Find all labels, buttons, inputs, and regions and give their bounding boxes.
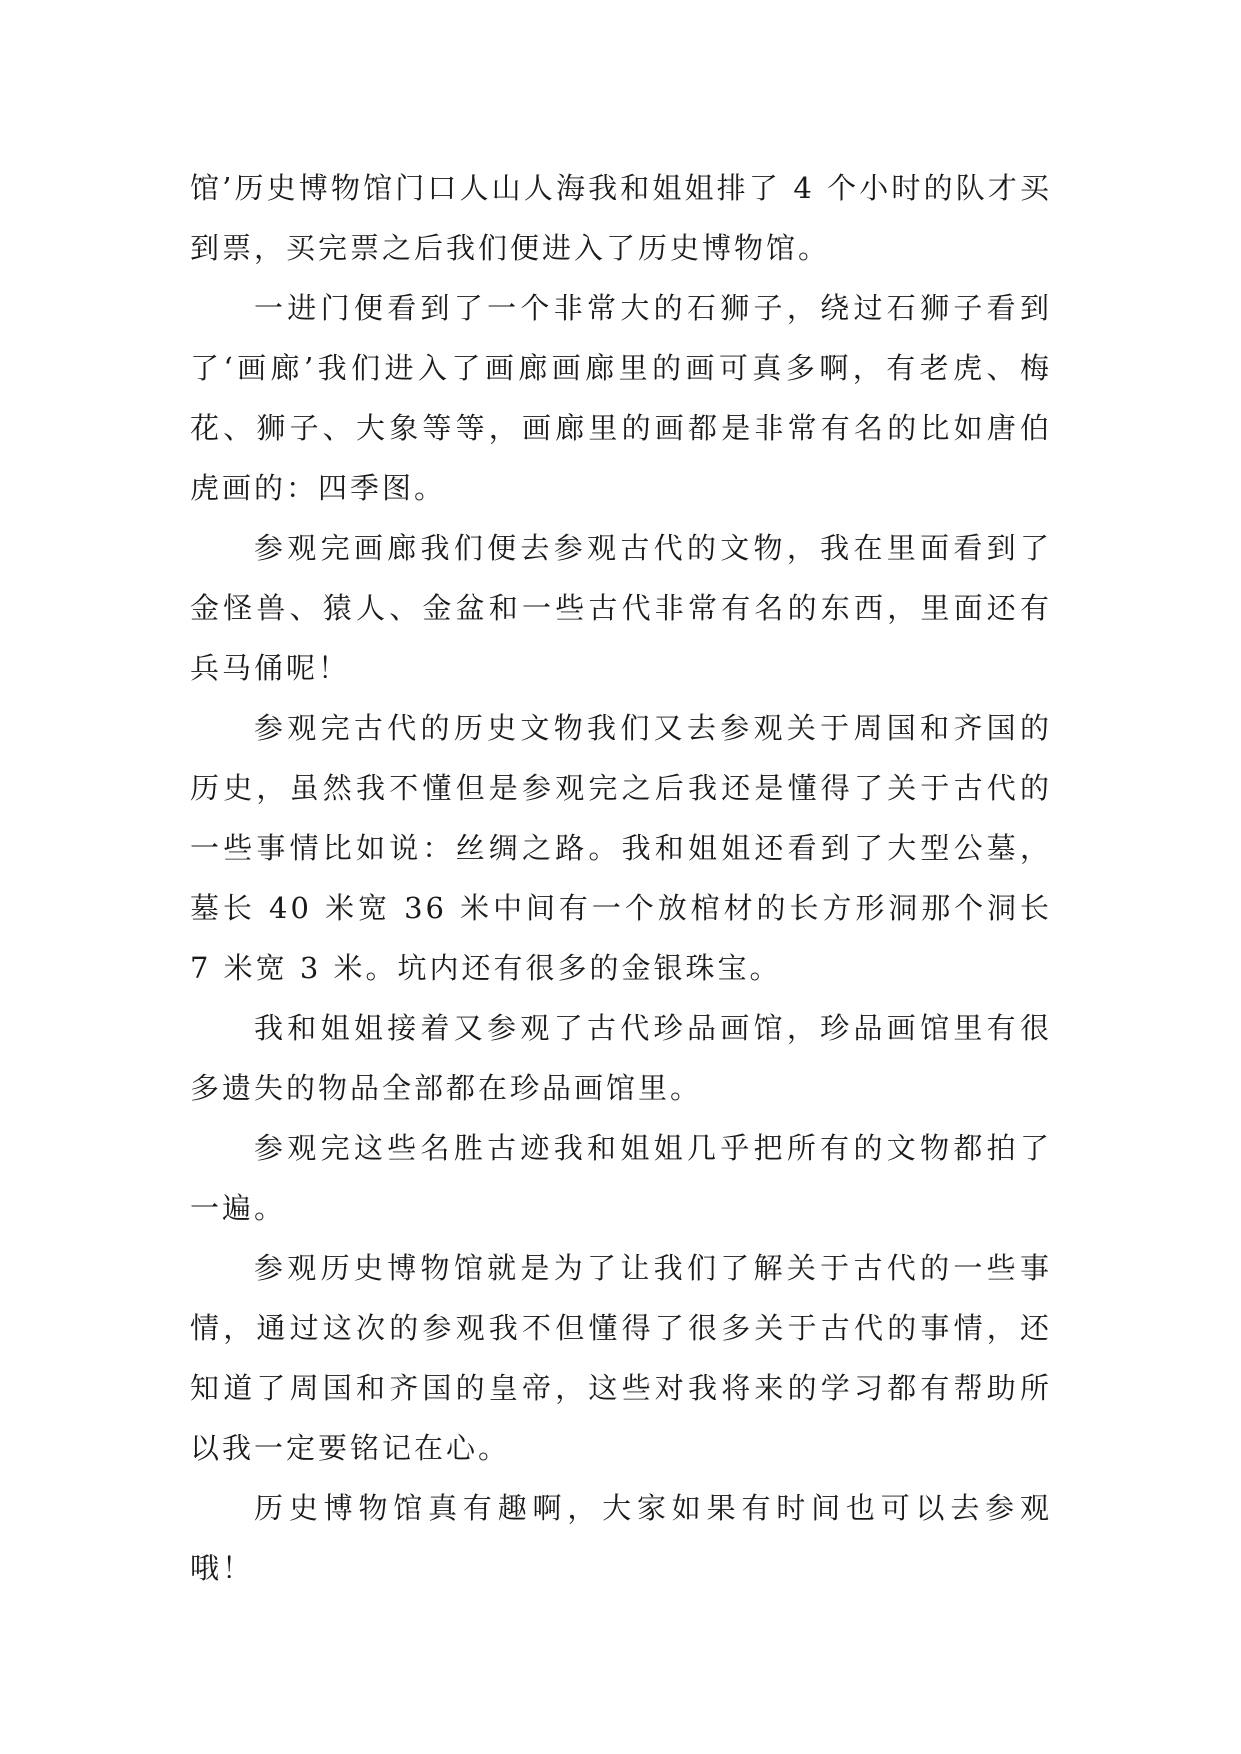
paragraph-8: 历史博物馆真有趣啊，大家如果有时间也可以去参观哦！	[190, 1491, 1052, 1585]
paragraph-4: 参观完古代的历史文物我们又去参观关于周国和齐国的历史，虽然我不懂但是参观完之后我还是懂得了关于古代的一些事情比如说：丝绸之路。我和姐姐还看到了大型公墓，墓长 40 米宽 36 米中间有一个放棺材的长方形洞那个洞长 7 米宽 3 米。坑内还有很多的金银珠宝。	[190, 711, 1052, 985]
paragraph-6: 参观完这些名胜古迹我和姐姐几乎把所有的文物都拍了一遍。	[190, 1131, 1052, 1225]
paragraph-5: 我和姐姐接着又参观了古代珍品画馆，珍品画馆里有很多遗失的物品全部都在珍品画馆里。	[190, 1011, 1052, 1105]
paragraph-1: 馆’历史博物馆门口人山人海我和姐姐排了 4 个小时的队才买到票，买完票之后我们便进入了历史博物馆。	[190, 171, 1052, 265]
paragraph-2: 一进门便看到了一个非常大的石狮子，绕过石狮子看到了‘画廊’我们进入了画廊画廊里的画可真多啊，有老虎、梅花、狮子、大象等等，画廊里的画都是非常有名的比如唐伯虎画的：四季图。	[190, 291, 1052, 505]
document-body	[190, 158, 1052, 1598]
paragraph-3: 参观完画廊我们便去参观古代的文物，我在里面看到了金怪兽、猿人、金盆和一些古代非常有名的东西，里面还有兵马俑呢！	[190, 531, 1052, 685]
paragraph-7: 参观历史博物馆就是为了让我们了解关于古代的一些事情，通过这次的参观我不但懂得了很多关于古代的事情，还知道了周国和齐国的皇帝，这些对我将来的学习都有帮助所以我一定要铭记在心。	[190, 1251, 1052, 1465]
